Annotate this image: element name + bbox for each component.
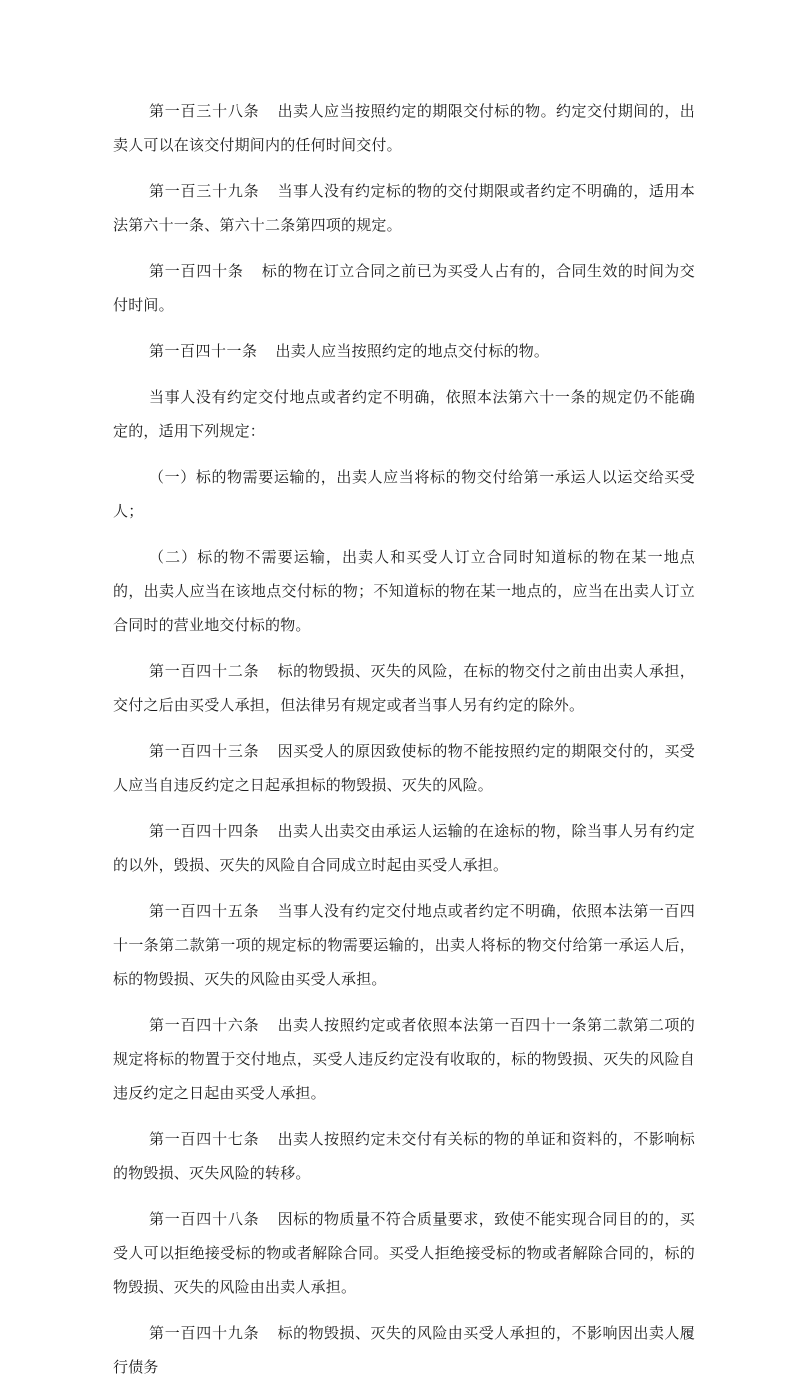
- article-142: [113, 654, 695, 722]
- document-body: [113, 94, 695, 1396]
- article-number: 第一百四十五条: [149, 902, 260, 920]
- article-text: 标的物在订立合同之前已为买受人占有的，合同生效的时间为交付时间。: [113, 262, 695, 314]
- article-144: [113, 814, 695, 882]
- article-147: [113, 1122, 695, 1190]
- article-text: 因买受人的原因致使标的物不能按照约定的期限交付的，买受人应当自违反约定之日起承担标的物毁损、灭失的风险。: [113, 742, 695, 794]
- article-number: 第一百四十六条: [149, 1016, 260, 1034]
- article-text: 标的物毁损、灭失的风险，在标的物交付之前由出卖人承担，交付之后由买受人承担，但法律另有规定或者当事人另有约定的除外。: [113, 662, 695, 714]
- article-146: [113, 1008, 695, 1110]
- article-number: 第一百四十四条: [149, 822, 260, 840]
- article-141-item-2: [113, 540, 695, 642]
- article-149: [113, 1316, 695, 1384]
- article-number: 第一百四十九条: [149, 1324, 260, 1342]
- article-141: [113, 334, 695, 368]
- article-text: 标的物毁损、灭失的风险由买受人承担的，不影响因出卖人履行债务: [113, 1324, 695, 1376]
- article-number: 第一百四十三条: [149, 742, 260, 760]
- article-text: 出卖人按照约定或者依照本法第一百四十一条第二款第二项的规定将标的物置于交付地点，买受人违反约定没有收取的，标的物毁损、灭失的风险自违反约定之日起由买受人承担。: [113, 1016, 695, 1102]
- article-text: 出卖人应当按照约定的期限交付标的物。约定交付期间的，出卖人可以在该交付期间内的任何时间交付。: [113, 102, 695, 154]
- article-text: 当事人没有约定交付地点或者约定不明确，依照本法第一百四十一条第二款第一项的规定标的物需要运输的，出卖人将标的物交付给第一承运人后，标的物毁损、灭失的风险由买受人承担。: [113, 902, 695, 988]
- article-number: 第一百四十一条: [149, 342, 258, 360]
- article-number: 第一百四十八条: [149, 1210, 260, 1228]
- article-139: [113, 174, 695, 242]
- article-text: 出卖人应当按照约定的地点交付标的物。: [275, 342, 550, 360]
- article-141-clause: [113, 380, 695, 448]
- article-number: 第一百三十九条: [149, 182, 260, 200]
- article-138: [113, 94, 695, 162]
- article-143: [113, 734, 695, 802]
- paragraph-text: 当事人没有约定交付地点或者约定不明确，依照本法第六十一条的规定仍不能确定的，适用下列规定：: [113, 388, 695, 440]
- article-number: 第一百四十条: [149, 262, 244, 280]
- article-text: 出卖人出卖交由承运人运输的在途标的物，除当事人另有约定的以外，毁损、灭失的风险自合同成立时起由买受人承担。: [113, 822, 695, 874]
- item-text: （一）标的物需要运输的，出卖人应当将标的物交付给第一承运人以运交给买受人；: [113, 468, 695, 520]
- article-text: 当事人没有约定标的物的交付期限或者约定不明确的，适用本法第六十一条、第六十二条第四项的规定。: [113, 182, 695, 234]
- article-number: 第一百四十二条: [149, 662, 260, 680]
- article-number: 第一百四十七条: [149, 1130, 260, 1148]
- article-text: 因标的物质量不符合质量要求，致使不能实现合同目的的，买受人可以拒绝接受标的物或者解除合同。买受人拒绝接受标的物或者解除合同的，标的物毁损、灭失的风险由出卖人承担。: [113, 1210, 695, 1296]
- article-141-item-1: [113, 460, 695, 528]
- item-text: （二）标的物不需要运输，出卖人和买受人订立合同时知道标的物在某一地点的，出卖人应当在该地点交付标的物；不知道标的物在某一地点的，应当在出卖人订立合同时的营业地交付标的物。: [113, 548, 695, 634]
- article-number: 第一百三十八条: [149, 102, 260, 120]
- article-148: [113, 1202, 695, 1304]
- article-text: 出卖人按照约定未交付有关标的物的单证和资料的，不影响标的物毁损、灭失风险的转移。: [113, 1130, 695, 1182]
- article-140: [113, 254, 695, 322]
- article-145: [113, 894, 695, 996]
